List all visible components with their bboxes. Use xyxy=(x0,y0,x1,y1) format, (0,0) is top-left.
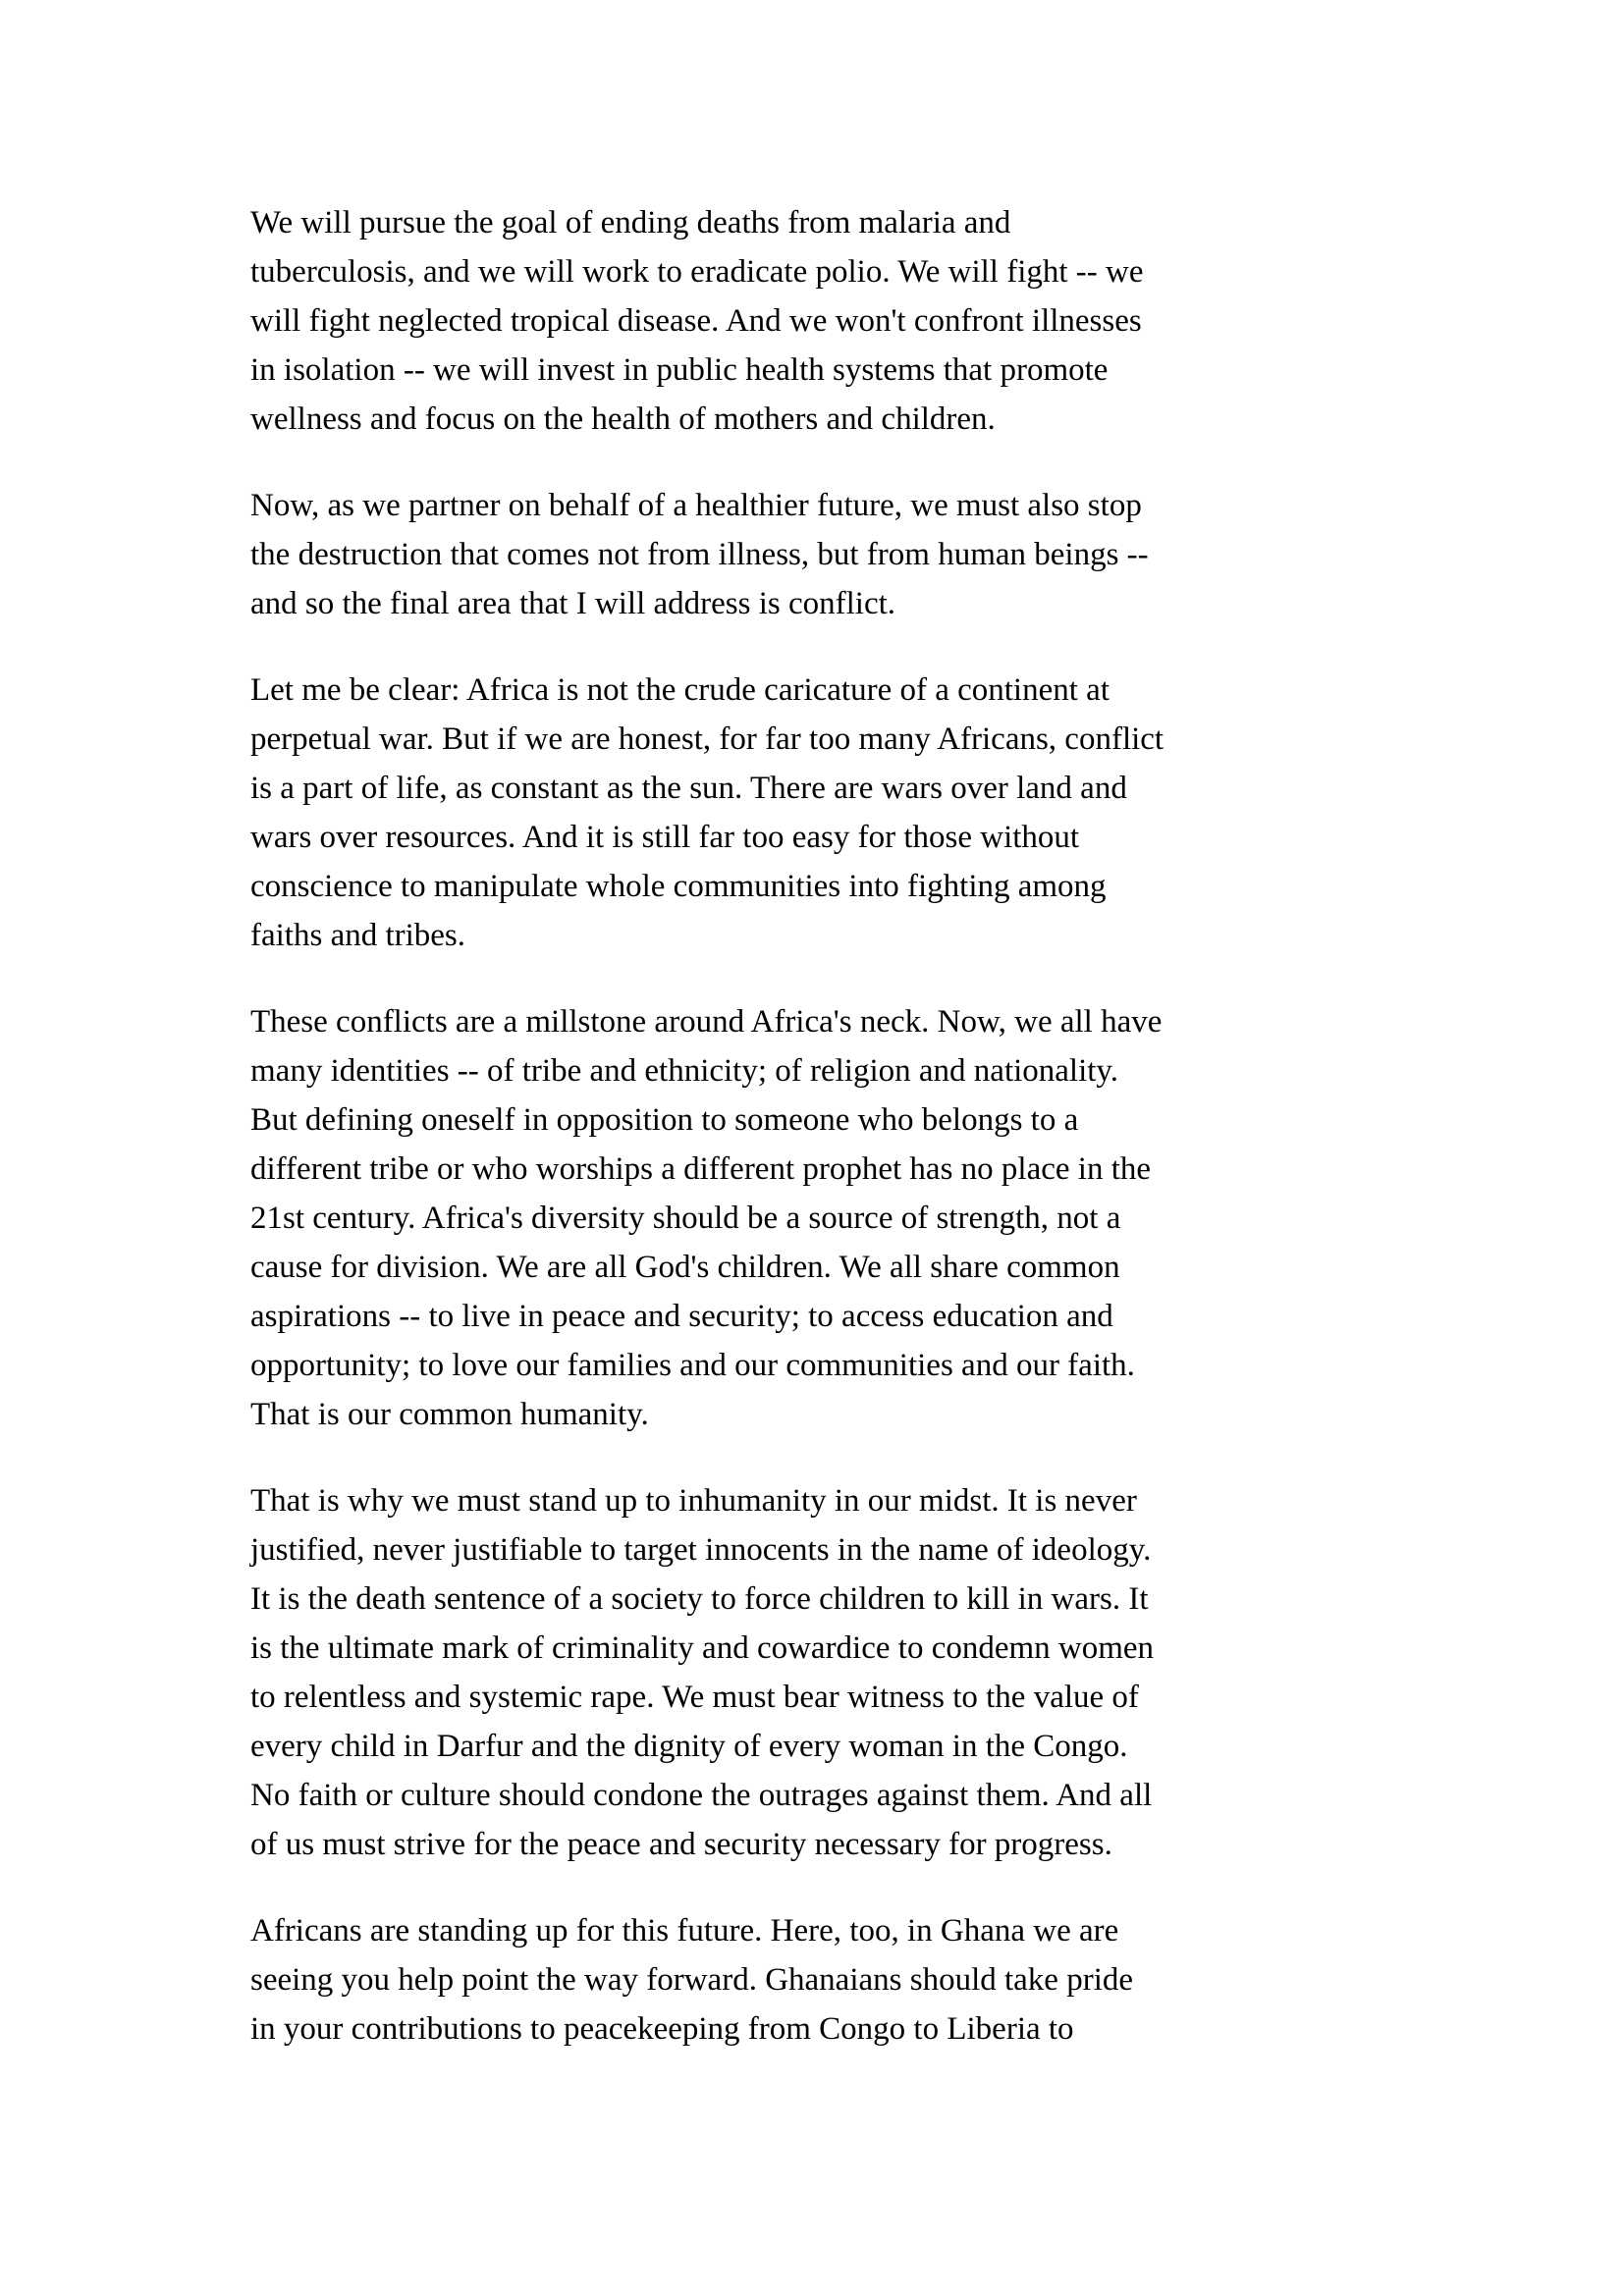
text-line: different tribe or who worships a different prophet has no place in the xyxy=(250,1151,1152,1187)
paragraph xyxy=(250,1906,1447,2054)
text-line: That is why we must stand up to inhumanity in our midst. It is never xyxy=(250,1483,1137,1519)
paragraph xyxy=(250,1476,1447,1869)
text-line: cause for division. We are all God's children. We all share common xyxy=(250,1250,1120,1285)
text-line: to relentless and systemic rape. We must bear witness to the value of xyxy=(250,1680,1139,1715)
text-line: aspirations -- to live in peace and security; to access education and xyxy=(250,1299,1113,1334)
text-line: is the ultimate mark of criminality and cowardice to condemn women xyxy=(250,1630,1155,1666)
text-line: It is the death sentence of a society to force children to kill in wars. It xyxy=(250,1581,1149,1617)
text-line: every child in Darfur and the dignity of every woman in the Congo. xyxy=(250,1729,1128,1764)
text-line: will fight neglected tropical disease. And we won't confront illnesses xyxy=(250,303,1142,339)
text-line: But defining oneself in opposition to someone who belongs to a xyxy=(250,1102,1079,1138)
text-line: faiths and tribes. xyxy=(250,918,466,953)
text-line: justified, never justifiable to target innocents in the name of ideology. xyxy=(250,1532,1152,1568)
text-line: That is our common humanity. xyxy=(250,1397,649,1432)
paragraph xyxy=(250,997,1447,1439)
text-line: Let me be clear: Africa is not the crude caricature of a continent at xyxy=(250,672,1110,708)
speech-text xyxy=(250,198,1447,2054)
text-line: conscience to manipulate whole communities into fighting among xyxy=(250,869,1107,904)
paragraph xyxy=(250,481,1447,628)
text-line: These conflicts are a millstone around Africa's neck. Now, we all have xyxy=(250,1004,1163,1040)
text-line: and so the final area that I will address is conflict. xyxy=(250,586,896,621)
text-line: seeing you help point the way forward. Ghanaians should take pride xyxy=(250,1962,1134,1998)
text-line: the destruction that comes not from illness, but from human beings -- xyxy=(250,537,1149,572)
text-line: tuberculosis, and we will work to eradicate polio. We will fight -- we xyxy=(250,254,1144,290)
text-line: Africans are standing up for this future. Here, too, in Ghana we are xyxy=(250,1913,1119,1949)
text-line: wars over resources. And it is still far too easy for those without xyxy=(250,820,1080,855)
text-line: is a part of life, as constant as the sun. There are wars over land and xyxy=(250,771,1127,806)
text-line: many identities -- of tribe and ethnicity; of religion and nationality. xyxy=(250,1053,1119,1089)
text-line: wellness and focus on the health of mothers and children. xyxy=(250,401,996,437)
paragraph xyxy=(250,198,1447,444)
text-line: in your contributions to peacekeeping from Congo to Liberia to xyxy=(250,2011,1074,2047)
text-line: in isolation -- we will invest in public health systems that promote xyxy=(250,352,1109,388)
text-line: 21st century. Africa's diversity should be a source of strength, not a xyxy=(250,1201,1121,1236)
text-line: opportunity; to love our families and our communities and our faith. xyxy=(250,1348,1135,1383)
text-line: of us must strive for the peace and security necessary for progress. xyxy=(250,1827,1112,1862)
paragraph xyxy=(250,666,1447,960)
text-line: No faith or culture should condone the outrages against them. And all xyxy=(250,1778,1153,1813)
text-line: perpetual war. But if we are honest, for far too many Africans, conflict xyxy=(250,721,1164,757)
text-line: We will pursue the goal of ending deaths from malaria and xyxy=(250,205,1011,240)
text-line: Now, as we partner on behalf of a healthier future, we must also stop xyxy=(250,488,1142,523)
